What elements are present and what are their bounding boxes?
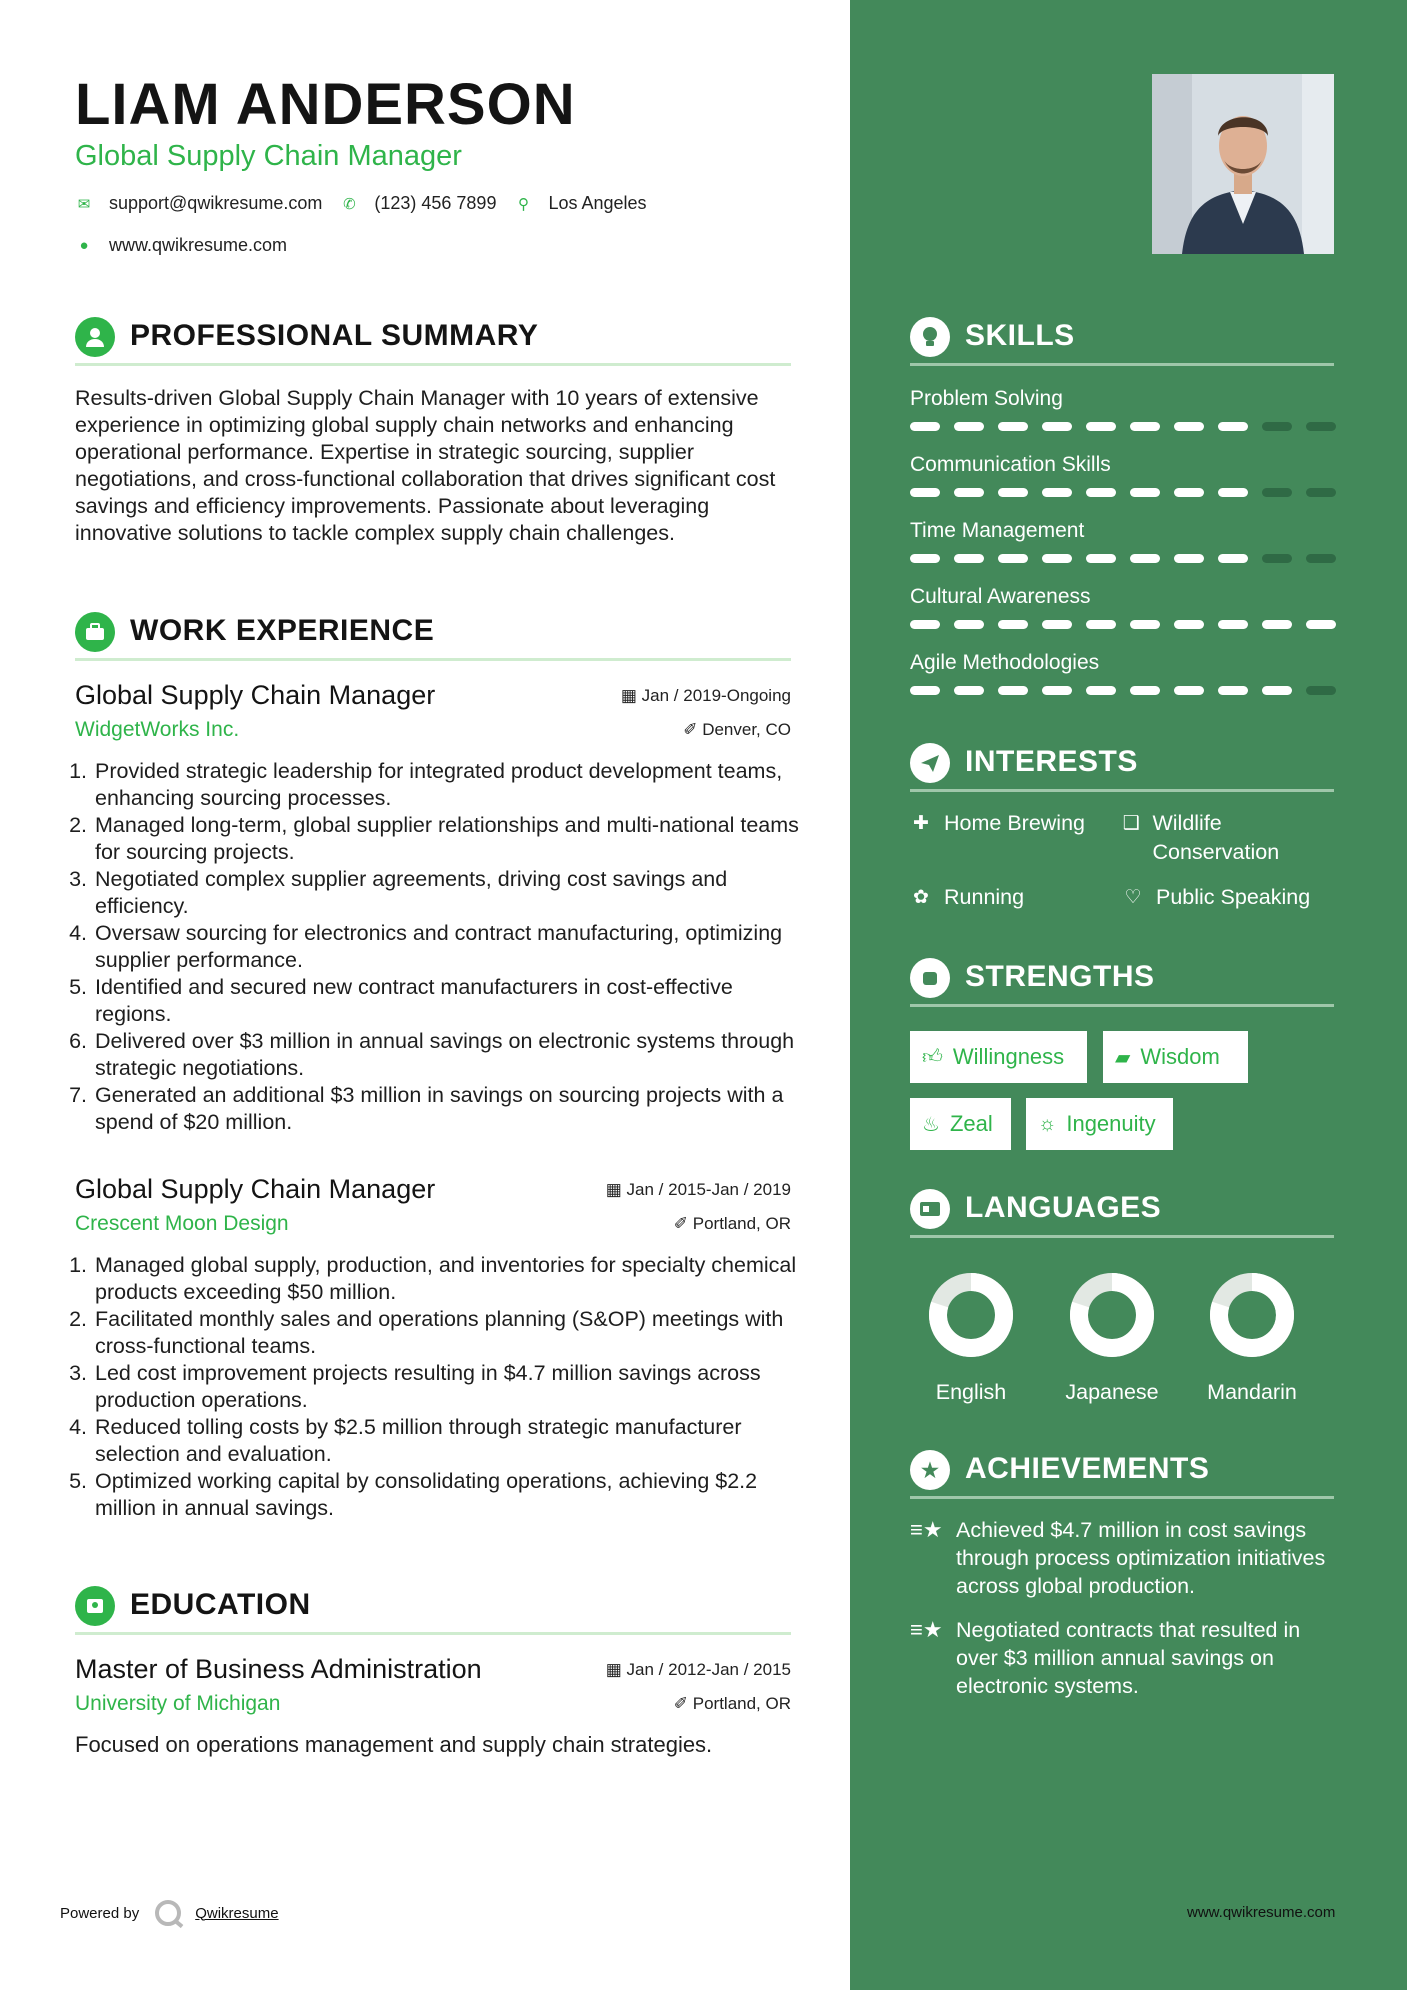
skill-dot [1086,686,1116,695]
list-item: 1. Managed global supply, production, and inventories for specialty chemical products exceeding $50 million. [93,1252,809,1306]
calendar-icon: ▦ [620,686,642,705]
skill-item [910,518,1334,544]
skill-dot [910,620,940,629]
languages-header [910,1185,1334,1238]
pin-icon: ✐ [673,1694,693,1713]
candidate-title: Global Supply Chain Manager [75,140,462,172]
strength-label: Willingness [952,1044,1065,1069]
star-icon: ★ [910,1450,950,1490]
interest-item [1122,883,1332,912]
language-donut [1209,1272,1295,1358]
skill-dot [910,422,940,431]
interest-item [1122,809,1322,867]
experience-header [75,608,791,661]
language-donut [928,1272,1014,1358]
education-date-text: Jan / 2012-Jan / 2015 [626,1660,791,1679]
experience-heading: WORK EXPERIENCE [130,614,435,647]
phone-icon: ✆ [343,195,356,213]
phone-number: (123) 456 7899 [374,193,497,213]
list-item: 2. Managed long-term, global supplier relationships and multi-national teams for sourcing projects. [93,812,809,866]
skill-dot [954,620,984,629]
list-item: 5. Identified and secured new contract manufacturers in cost-effective regions. [93,974,809,1028]
job-date [621,686,791,706]
strength-badge [910,1031,1087,1083]
skill-level-bar [910,422,1334,431]
list-item: 5. Optimized working capital by consolidating operations, achieving $2.2 million in annual savings. [93,1468,809,1522]
job-location [683,720,791,740]
calendar-icon: ▦ [605,1180,627,1199]
languages-heading: LANGUAGES [965,1191,1162,1224]
skill-dot [1262,422,1292,431]
skill-dot [1262,488,1292,497]
strength-badge [1026,1098,1173,1150]
summary-text: Results-driven Global Supply Chain Manager with 10 years of extensive experience in optimizing global supply chain networks and enhancing operational performance. Expertise in strategic sourcing, supplier negotiations, and cross-functional collaboration that drives significant cost savings and efficiency improvements. Passionate about leveraging innovative solutions to tackle complex supply chain challenges. [75,386,776,545]
list-item: 4. Reduced tolling costs by $2.5 million through strategic manufacturer selection and evaluation. [93,1414,809,1468]
job-location-text: Portland, OR [692,1214,791,1233]
interests-heading: INTERESTS [965,745,1138,778]
skill-dot [954,686,984,695]
degree-title: Master of Business Administration [75,1654,482,1684]
summary-header [75,313,791,366]
job-company: Crescent Moon Design [75,1212,289,1235]
skill-dot [1130,488,1160,497]
paper-plane-icon [910,743,950,783]
education-date [606,1660,791,1680]
strength-badge [910,1098,1011,1150]
skill-dot [1262,686,1292,695]
language-item [1042,1272,1182,1405]
fire-icon: ♨ [922,1113,940,1136]
skill-dot [1306,488,1336,497]
candidate-name: LIAM ANDERSON [75,72,576,137]
qwikresume-logo-icon [155,1900,181,1926]
skill-dot [1174,422,1204,431]
job-location-text: Denver, CO [702,720,791,739]
skill-dot [910,488,940,497]
skill-dot [1218,554,1248,563]
skill-dot [1218,620,1248,629]
skill-item [910,584,1334,610]
job-title: Global Supply Chain Manager [75,680,436,710]
education-location-text: Portland, OR [692,1694,791,1713]
job-date [606,1180,791,1200]
skill-level-bar [910,686,1334,695]
strength-label: Zeal [949,1111,993,1136]
skill-dot [1042,422,1072,431]
job-entry [75,680,799,1140]
location-text: Los Angeles [548,193,647,213]
achievement-item [910,1616,1340,1700]
job-date-text: Jan / 2015-Jan / 2019 [626,1180,791,1199]
list-item: 6. Delivered over $3 million in annual savings on electronic systems through strategic negotiations. [93,1028,809,1082]
language-item [901,1272,1041,1405]
skill-dot [998,620,1028,629]
thumbs-up-icon: 👍︎ [922,1046,943,1068]
strength-label: Wisdom [1140,1044,1220,1069]
skill-item [910,386,1334,412]
skill-dot [1306,686,1336,695]
school-name: University of Michigan [75,1692,281,1715]
skill-name: Cultural Awareness [910,585,1091,608]
language-name: Mandarin [1207,1380,1297,1404]
envelope-icon: ✉ [77,195,91,213]
heartbeat-icon: ♡ [1124,887,1142,908]
job-title: Global Supply Chain Manager [75,1174,436,1204]
website-row [75,235,305,256]
skill-name: Agile Methodologies [910,651,1100,674]
footer-website[interactable]: www.qwikresume.com [1187,1904,1336,1921]
profile-photo [1152,74,1334,254]
strength-badge [1103,1031,1248,1083]
list-item: 7. Generated an additional $3 million in savings on sourcing projects with a spend of $20 million. [93,1082,809,1136]
interest-label: Public Speaking [1156,885,1311,909]
skill-level-bar [910,488,1334,497]
skill-dot [1130,686,1160,695]
education-header [75,1582,791,1635]
calendar-icon: ▦ [605,1660,627,1679]
job-company: WidgetWorks Inc. [75,718,240,741]
skill-dot [910,686,940,695]
strengths-header [910,954,1334,1007]
skill-dot [998,422,1028,431]
skill-name: Communication Skills [910,453,1111,476]
skill-dot [1042,620,1072,629]
skills-header [910,313,1334,366]
list-item: 3. Led cost improvement projects resulting in $4.7 million savings across production operations. [93,1360,809,1414]
education-location [674,1694,791,1714]
strength-label: Ingenuity [1066,1111,1156,1136]
skill-dot [1174,554,1204,563]
skill-dot [1174,488,1204,497]
globe-icon: ● [79,237,89,254]
education-heading: EDUCATION [130,1588,311,1621]
list-item: 2. Facilitated monthly sales and operations planning (S&OP) meetings with cross-functional teams. [93,1306,809,1360]
skill-dot [1218,686,1248,695]
achievement-text: Achieved $4.7 million in cost savings through process optimization initiatives across global production. [956,1518,1326,1598]
skill-dot [1306,620,1336,629]
skill-dot [1130,620,1160,629]
skill-dot [954,554,984,563]
lightbulb-icon: ☼ [1038,1112,1057,1135]
skill-dot [1262,554,1292,563]
skill-dot [998,488,1028,497]
shooting-star-icon: ≡★ [910,1517,943,1542]
skill-dot [1042,686,1072,695]
brand-link[interactable]: Qwikresume [195,1904,279,1922]
fist-icon [910,958,950,998]
language-donut [1069,1272,1155,1358]
skill-item [910,650,1334,676]
contact-row [75,193,665,214]
skill-item [910,452,1334,478]
skill-dot [1086,422,1116,431]
skill-dot [1086,554,1116,563]
briefcase-icon [75,612,115,652]
skill-dot [1130,422,1160,431]
graduation-icon [75,1586,115,1626]
skill-dot [1042,488,1072,497]
skill-dot [954,422,984,431]
location-icon: ⚲ [517,195,529,213]
summary-heading: PROFESSIONAL SUMMARY [130,319,539,352]
email-link[interactable]: support@qwikresume.com [109,193,323,213]
education-description: Focused on operations management and supply chain strategies. [75,1732,713,1757]
achievements-header [910,1446,1334,1499]
book-icon: ❑ [1122,813,1140,834]
interest-label: Home Brewing [944,811,1085,835]
pin-icon: ✐ [683,720,703,739]
job-entry [75,1174,797,1534]
skill-dot [998,554,1028,563]
shooting-star-icon: ≡★ [910,1617,943,1642]
user-icon [75,317,115,357]
language-icon [910,1189,950,1229]
powered-by [60,1900,279,1926]
pin-icon: ✐ [673,1214,693,1233]
skill-level-bar [910,554,1334,563]
interest-label: Wildlife Conservation [1152,811,1280,864]
website-link[interactable]: www.qwikresume.com [109,235,288,255]
job-bullets [75,1252,809,1522]
list-item: 1. Provided strategic leadership for integrated product development teams, enhancing sourcing processes. [93,758,809,812]
skill-dot [1086,488,1116,497]
list-item: 4. Oversaw sourcing for electronics and contract manufacturing, optimizing supplier performance. [93,920,809,974]
powered-by-label: Powered by [60,1904,140,1922]
skill-dot [1262,620,1292,629]
skill-dot [1042,554,1072,563]
interest-item [910,809,1110,838]
achievement-item [910,1516,1340,1600]
skill-level-bar [910,620,1334,629]
interests-header [910,739,1334,792]
skill-name: Time Management [910,519,1085,542]
skill-dot [1306,554,1336,563]
education-entry [75,1654,791,1774]
skill-name: Problem Solving [910,387,1063,410]
language-name: English [935,1380,1007,1404]
job-location [674,1214,791,1234]
strengths-heading: STRENGTHS [965,960,1155,993]
puzzle-icon: ✚ [913,813,929,834]
skill-dot [910,554,940,563]
paw-icon: ✿ [913,887,929,908]
book-icon: ▰ [1115,1046,1131,1069]
job-date-text: Jan / 2019-Ongoing [641,686,791,705]
skill-dot [1130,554,1160,563]
lightbulb-icon [910,317,950,357]
skill-dot [1086,620,1116,629]
skill-dot [1174,620,1204,629]
interest-item [910,883,1110,912]
achievements-heading: ACHIEVEMENTS [965,1452,1210,1485]
skill-dot [1218,488,1248,497]
skill-dot [1306,422,1336,431]
skill-dot [1174,686,1204,695]
language-item [1182,1272,1322,1405]
interest-label: Running [944,885,1025,909]
list-item: 3. Negotiated complex supplier agreements, driving cost savings and efficiency. [93,866,809,920]
skill-dot [998,686,1028,695]
language-name: Japanese [1065,1380,1159,1404]
skill-dot [1218,422,1248,431]
achievement-text: Negotiated contracts that resulted in over $3 million annual savings on electronic systems. [956,1618,1301,1698]
skill-dot [954,488,984,497]
skills-heading: SKILLS [965,319,1075,352]
job-bullets [75,758,809,1136]
